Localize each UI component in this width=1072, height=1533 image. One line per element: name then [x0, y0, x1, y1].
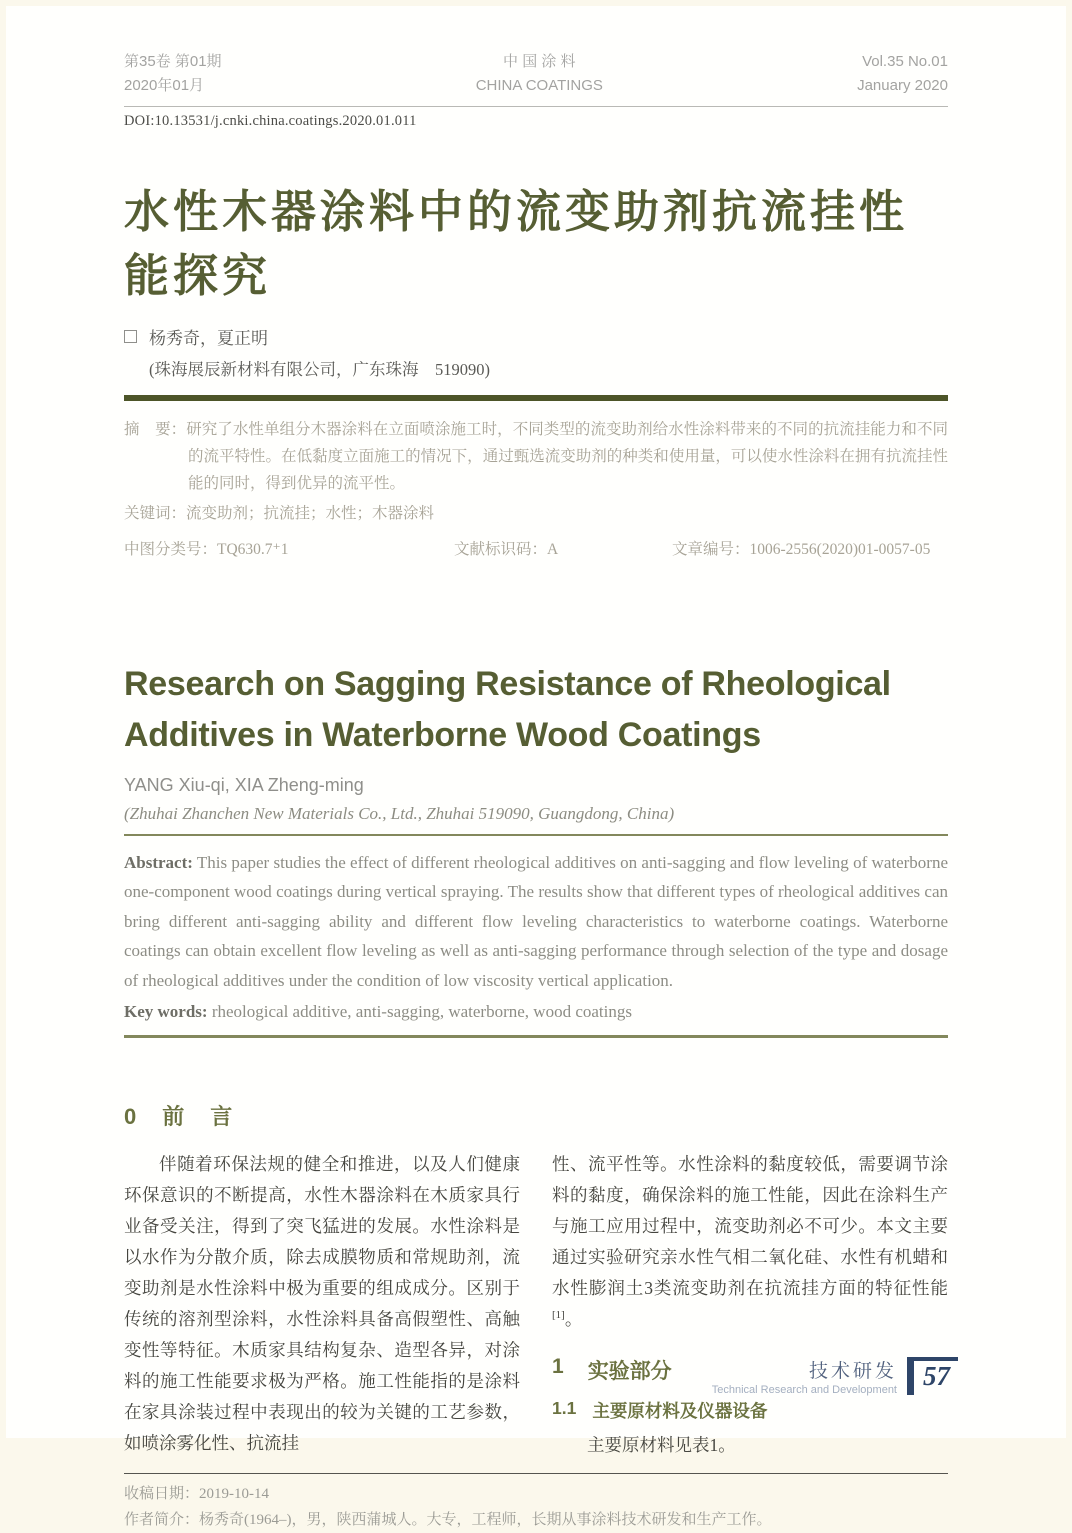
keywords-en — [124, 997, 948, 1027]
article-id-value: 1006-2556(2020)01-0057-05 — [749, 540, 931, 558]
section-1-1-heading — [552, 1398, 948, 1423]
authors-zh-row — [124, 324, 948, 349]
received-date-label: 收稿日期： — [124, 1485, 200, 1502]
column-name-en: Technical Research and Development — [711, 1384, 897, 1396]
header-volume-issue-zh: 第35卷 第01期 — [124, 53, 222, 70]
page-footer — [712, 1356, 958, 1396]
journal-name-en: CHINA COATINGS — [475, 77, 603, 94]
received-date-value: 2019-10-14 — [199, 1485, 270, 1502]
abstract-en-label: Abstract: — [124, 852, 193, 872]
abstract-zh — [124, 416, 948, 497]
keywords-zh-label: 关键词： — [124, 504, 187, 522]
header-volume-issue-en: Vol.35 No.01 — [862, 53, 948, 70]
journal-page — [6, 6, 1066, 1528]
author-bio-text: 杨秀奇(1964–)，男，陕西蒲城人。大专，工程师，长期从事涂料技术研发和生产工作。 — [199, 1511, 772, 1528]
doc-code-value: A — [547, 540, 559, 558]
abstract-zh-block — [124, 401, 948, 563]
intro-paragraph-left: 伴随着环保法规的健全和推进，以及人们健康环保意识的不断提高，水性木器涂料在木质家具行业备受关注，得到了突飞猛进的发展。水性涂料是以水作为分散介质，除去成膜物质和常规助剂，流变助剂是水性涂料中极为重要的组成成分。区别于传统的溶剂型涂料，水性涂料具备高假塑性、高触变性等特征。木质家具结构复杂、造型各异，对涂料的施工性能要求极为严格。施工性能指的是涂料在家具涂装过程中表现出的较为关键的工艺参数，如喷涂雾化性、抗流挂 — [124, 1153, 520, 1453]
column-name-zh: 技术研发 — [808, 1361, 897, 1382]
section-1-1-title: 主要原材料及仪器设备 — [592, 1400, 768, 1421]
header-date-zh: 2020年01月 — [124, 77, 205, 94]
journal-header — [124, 50, 948, 98]
section-1-1-body: 主要原材料见表1。 — [587, 1434, 736, 1455]
header-issue-info-en — [857, 50, 948, 98]
citation-ref: [1] — [552, 1308, 565, 1321]
intro-paragraph-right — [552, 1149, 948, 1335]
section-0-heading: 0 前 言 — [124, 1103, 235, 1129]
author-bio-line — [124, 1507, 948, 1533]
header-date-en: January 2020 — [857, 77, 948, 94]
section-1-number: 1 — [552, 1354, 564, 1378]
page-number-badge — [907, 1357, 958, 1396]
intro-right-tail: 。 — [564, 1308, 583, 1329]
two-column-body — [124, 1149, 948, 1461]
doc-code-label: 文献标识码： — [454, 540, 548, 558]
footnote-divider — [124, 1473, 948, 1474]
authors-zh: 杨秀奇，夏正明 — [149, 328, 268, 348]
abstract-en-top-rule — [124, 834, 948, 836]
section-1-title: 实验部分 — [587, 1359, 672, 1383]
abstract-en — [124, 848, 948, 996]
section-1-1-number: 1.1 — [552, 1397, 577, 1418]
clc-value: TQ630.7⁺1 — [217, 540, 289, 558]
footnotes-block — [124, 1481, 948, 1533]
affiliation-zh: (珠海展辰新材料有限公司，广东珠海 519090) — [149, 359, 490, 379]
authors-en: YANG Xiu-qi, XIA Zheng-ming — [124, 774, 364, 795]
affiliation-en: (Zhuhai Zhanchen New Materials Co., Ltd., Zhuhai 519090, Guangdong, China) — [124, 803, 675, 823]
keywords-en-text: rheological additive, anti-sagging, waterborne, wood coatings — [207, 1002, 632, 1022]
abstract-en-text: This paper studies the effect of different rheological additives on anti-sagging and flow leveling of waterborne one-component wood coatings during vertical spraying. The results show that different types of rheological additives can bring different anti-sagging ability and different flow leveling characteristics to waterborne coatings. Waterborne coatings can obtain excellent flow leveling as well as anti-sagging performance through selection of the type and dosage of rheological additives under the condition of low viscosity vertical application. — [124, 852, 948, 990]
keywords-en-label: Key words: — [124, 1002, 208, 1022]
abstract-zh-label: 摘 要： — [124, 420, 187, 438]
doi: DOI:10.13531/j.cnki.china.coatings.2020.01.011 — [124, 113, 417, 129]
page-number: 57 — [923, 1360, 950, 1391]
keywords-zh-text: 流变助剂；抗流挂；水性；木器涂料 — [186, 504, 435, 522]
abstract-en-bottom-rule — [124, 1035, 948, 1038]
journal-name-zh: 中 国 涂 料 — [503, 53, 576, 70]
author-marker-icon — [124, 330, 137, 343]
classification-row — [124, 536, 948, 563]
article-title-en: Research on Sagging Resistance of Rheological Additives in Waterborne Wood Coatings — [124, 664, 891, 754]
keywords-zh — [124, 500, 948, 527]
header-issue-info — [124, 50, 222, 98]
clc-number — [124, 536, 454, 563]
doc-code — [454, 536, 672, 563]
article-id-label: 文章编号： — [672, 540, 750, 558]
author-bio-label: 作者简介： — [124, 1511, 200, 1528]
clc-label: 中图分类号： — [124, 540, 218, 558]
abstract-zh-text: 研究了水性单组分木器涂料在立面喷涂施工时，不同类型的流变助剂给水性涂料带来的不同的抗流挂能力和不同的流平特性。在低黏度立面施工的情况下，通过甄选流变助剂的种类和使用量，可以使水性涂料在拥有抗流挂性能的同时，得到优异的流平性。 — [186, 420, 948, 492]
received-date-line — [124, 1481, 948, 1507]
body-column-left — [124, 1149, 520, 1461]
article-title-zh: 水性木器涂料中的流变助剂抗流挂性能探究 — [124, 186, 909, 301]
header-journal-name — [476, 50, 603, 98]
article-id — [672, 536, 948, 563]
column-name-block — [712, 1356, 897, 1396]
body-column-right — [552, 1149, 948, 1461]
intro-right-text: 性、流平性等。水性涂料的黏度较低，需要调节涂料的黏度，确保涂料的施工性能，因此在涂料生产与施工应用过程中，流变助剂必不可少。本文主要通过实验研究亲水性气相二氧化硅、水性有机蜡和水性膨润土3类流变助剂在抗流挂方面的特征性能 — [552, 1153, 948, 1298]
header-divider — [124, 106, 948, 107]
